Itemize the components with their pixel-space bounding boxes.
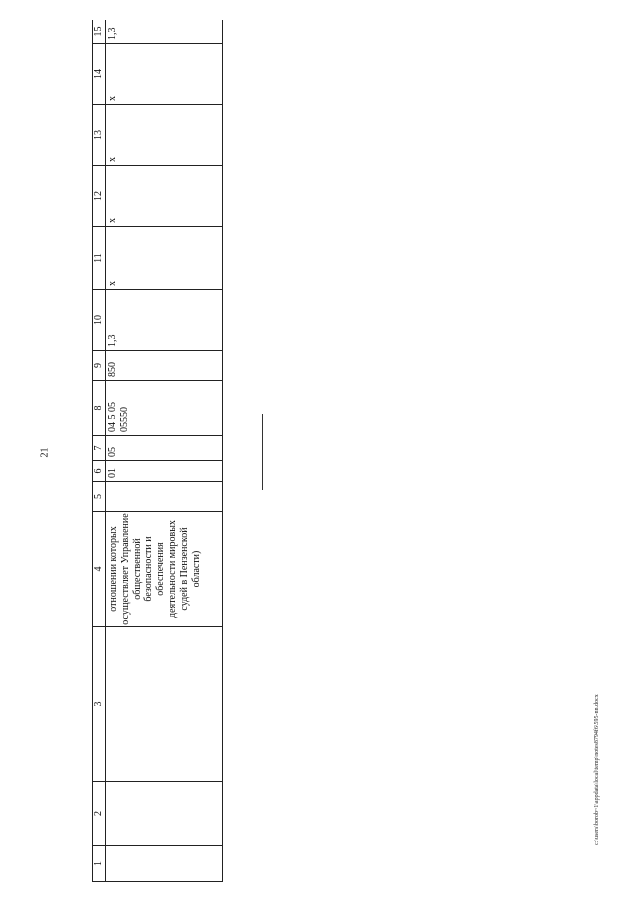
footer-file-path: c:\users\borob~1\appdata\local\temp\notes8794f6\595-nn.docx	[594, 694, 600, 845]
budget-table	[92, 20, 223, 882]
header-col-6: 6	[93, 461, 106, 482]
header-col-13: 13	[93, 105, 106, 166]
header-col-2: 2	[93, 782, 106, 846]
header-col-9: 9	[93, 351, 106, 381]
header-col-12: 12	[93, 166, 106, 227]
table-row	[106, 20, 223, 882]
cell-c3	[106, 627, 223, 782]
cell-description: отношении которых осуществляет Управление общественной безопасности и обеспечения деятельности мировых судей в Пензенской области)	[106, 512, 223, 627]
header-col-1: 1	[93, 846, 106, 882]
page-number: 21	[39, 447, 51, 458]
cell-target-article: 04 5 05 05550	[106, 381, 223, 436]
table-header-row	[93, 20, 106, 882]
header-col-15: 15	[93, 20, 106, 44]
cell-c5	[106, 482, 223, 512]
cell-section: 01	[106, 461, 223, 482]
header-col-14: 14	[93, 44, 106, 105]
header-col-10: 10	[93, 290, 106, 351]
cell-c14: х	[106, 44, 223, 105]
header-col-8: 8	[93, 381, 106, 436]
cell-c10: 1,3	[106, 290, 223, 351]
budget-table-rotated	[92, 20, 223, 882]
budget-table-wrapper	[92, 20, 223, 882]
cell-c13: х	[106, 105, 223, 166]
cell-expense-type: 850	[106, 351, 223, 381]
header-col-3: 3	[93, 627, 106, 782]
cell-subsection: 05	[106, 436, 223, 461]
cell-c15: 1,3	[106, 20, 223, 44]
cell-c2	[106, 782, 223, 846]
header-col-5: 5	[93, 482, 106, 512]
cell-c12: х	[106, 166, 223, 227]
header-col-4: 4	[93, 512, 106, 627]
cell-c11: х	[106, 227, 223, 290]
cell-c1	[106, 846, 223, 882]
header-col-7: 7	[93, 436, 106, 461]
header-col-11: 11	[93, 227, 106, 290]
separator-line	[262, 414, 263, 490]
